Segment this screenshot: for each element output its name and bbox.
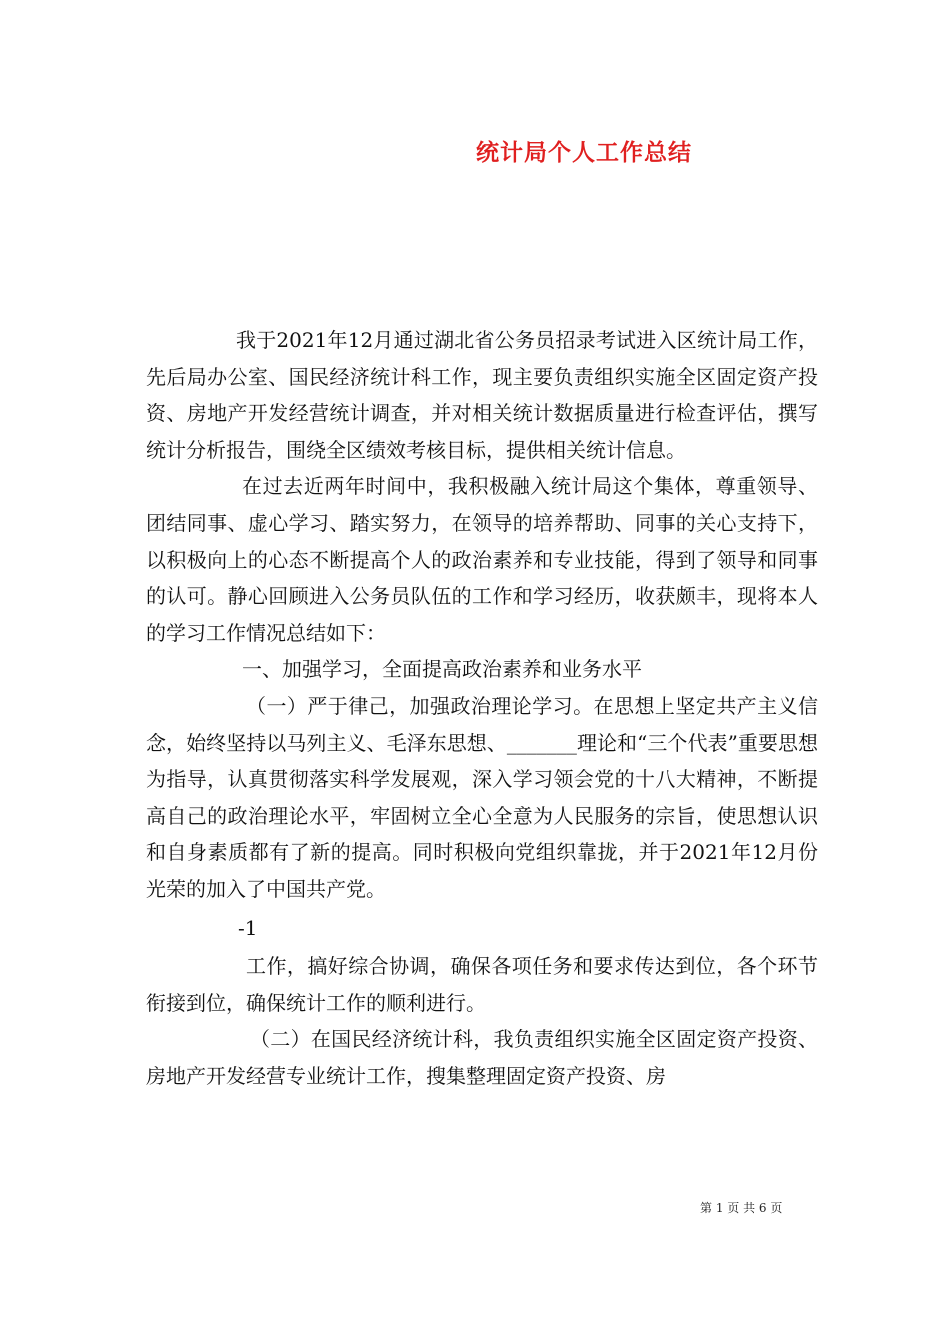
paragraph-political-study: （一）严于律己，加强政治理论学习。在思想上坚定共产主义信念，始终坚持以马列主义、毛泽东思想、_______理论和“三个代表”重要思想为指导，认真贯彻落实科学发展观，深入学习领会党的十八大精神，不断提高自己的政治理论水平，牢固树立全心全意为人民服务的宗旨，使思想认识和自身素质都有了新的提高。同时积极向党组织靠拢，并于2021年12月份光荣的加入了中国共产党。: [146, 693, 818, 901]
section-heading-1: 一、加强学习，全面提高政治素养和业务水平: [242, 657, 642, 682]
document-body: [146, 322, 818, 1094]
document-title: 统计局个人工作总结: [476, 140, 692, 166]
paragraph-economic-stats: （二）在国民经济统计科，我负责组织实施全区固定资产投资、房地产开发经营专业统计工作，搜集整理固定资产投资、房: [146, 1027, 818, 1088]
page-break-marker: -1: [238, 915, 258, 940]
page-number-footer: 第 1 页 共 6 页: [700, 1201, 783, 1215]
paragraph-overview: 在过去近两年时间中，我积极融入统计局这个集体，尊重领导、团结同事、虚心学习、踏实努力，在领导的培养帮助、同事的关心支持下，以积极向上的心态不断提高个人的政治素养和专业技能，得到了领导和同事的认可。静心回顾进入公务员队伍的工作和学习经历，收获颇丰，现将本人的学习工作情况总结如下：: [146, 474, 818, 645]
paragraph-coordination: 工作，搞好综合协调，确保各项任务和要求传达到位，各个环节衔接到位，确保统计工作的顺利进行。: [146, 954, 818, 1015]
paragraph-intro: 我于2021年12月通过湖北省公务员招录考试进入区统计局工作，先后局办公室、国民经济统计科工作，现主要负责组织实施全区固定资产投资、房地产开发经营统计调查，并对相关统计数据质量进行检查评估，撰写统计分析报告，围绕全区绩效考核目标，提供相关统计信息。: [146, 328, 818, 462]
